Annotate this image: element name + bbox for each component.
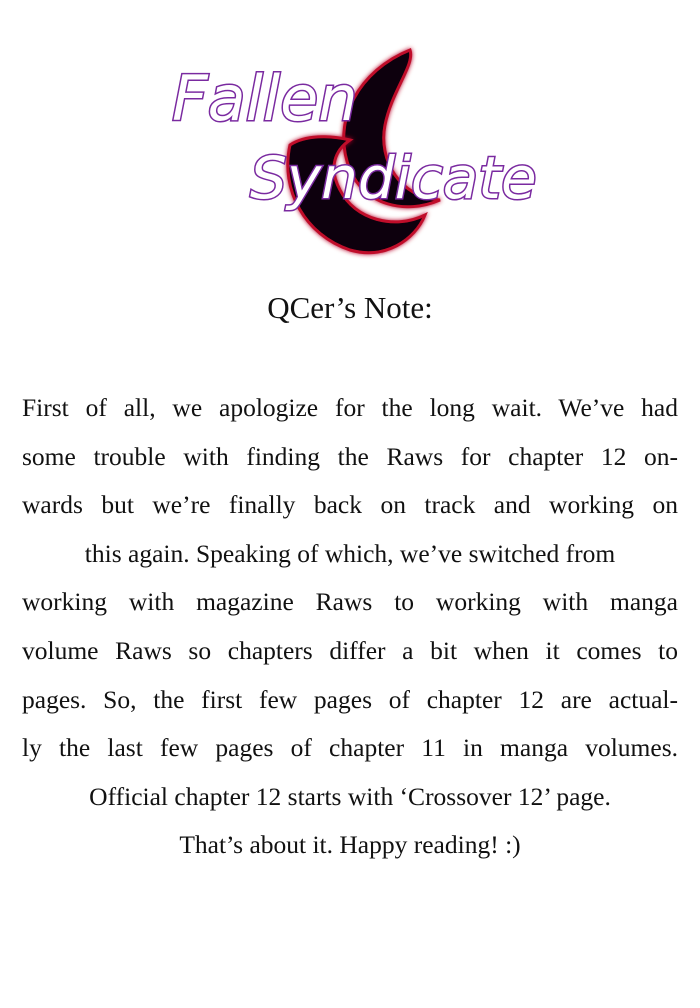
fallen-syndicate-logo [160,40,550,260]
note-body [22,384,678,870]
note-line: First of all, we apologize for the long wait. We’ve had [22,393,678,422]
note-line: volume Raws so chapters differ a bit when it comes to [22,635,678,665]
note-title: QCer’s Note: [267,290,433,325]
note-line: ly the last few pages of chapter 11 in manga volumes. [22,733,678,763]
logo-text-syndicate: Syndicate [250,144,537,212]
note-line: That’s about it. Happy reading! :) [179,830,521,860]
note-line: working with magazine Raws to working with manga [22,587,678,617]
note-line: this again. Speaking of which, we’ve switched from [84,538,616,568]
note-line: pages. So, the first few pages of chapter 12 are actual- [22,684,678,714]
note-line: some trouble with finding the Raws for chapter 12 on- [22,441,678,471]
logo-text-fallen: Fallen [172,62,358,135]
logo-artwork [160,40,550,260]
note-line: Official chapter 12 starts with ‘Crossover 12’ page. [89,781,611,811]
note-line: wards but we’re finally back on track and working on [22,490,678,520]
